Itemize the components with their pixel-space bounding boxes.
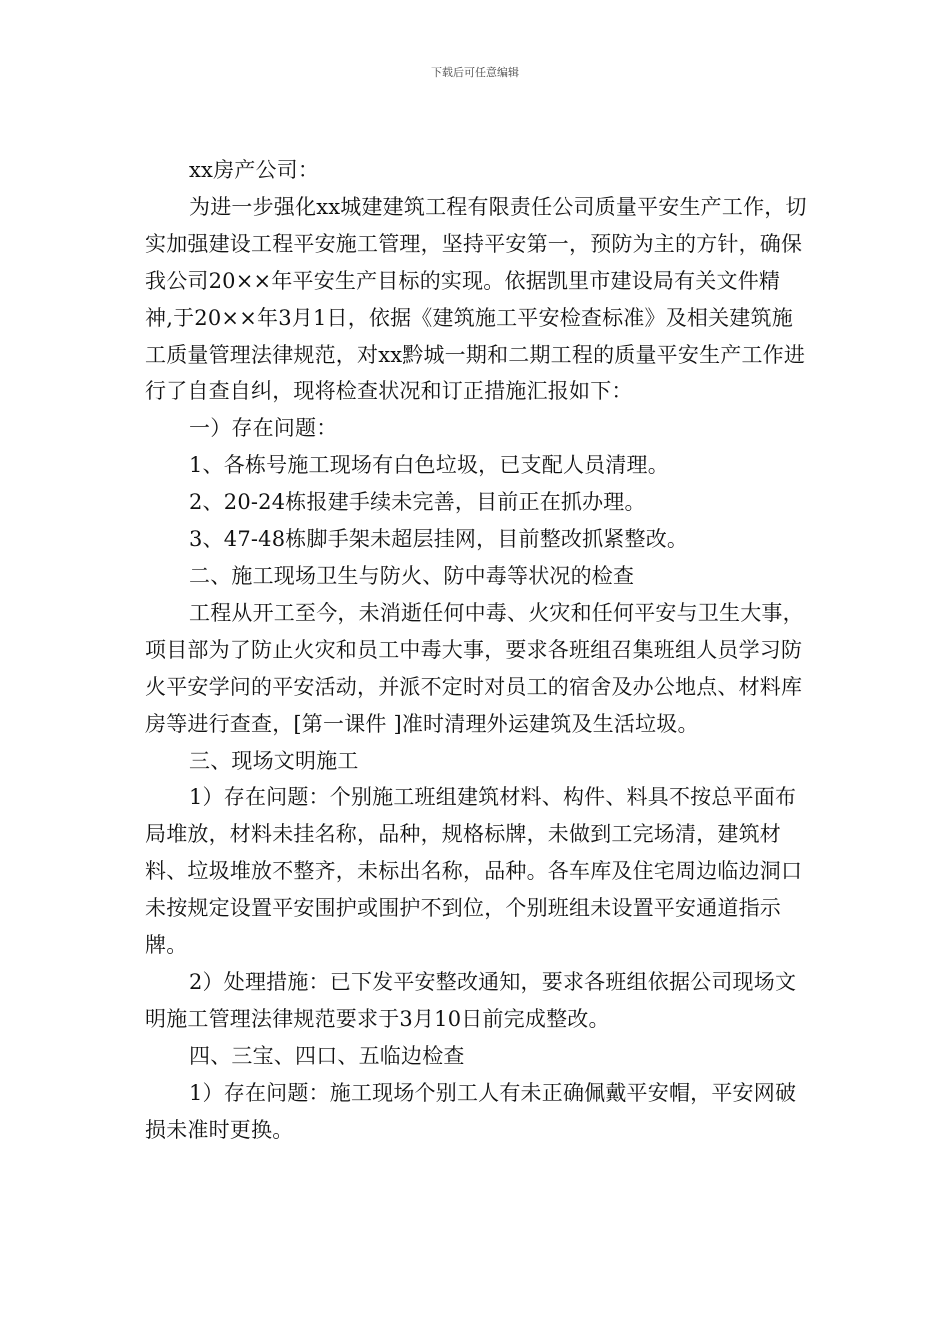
section-heading: 四、三宝、四口、五临边检查 bbox=[189, 1043, 465, 1068]
document-body bbox=[145, 152, 807, 1148]
body-paragraph: 1）存在问题：个别施工班组建筑材料、构件、料具不按总平面布局堆放，材料未挂名称，品种，规格标牌，未做到工完场清，建筑材料、垃圾堆放不整齐，未标出名称，品种。各车库及住宅周边临边洞口未按规定设置平安围护或围护不到位，个别班组未设置平安通道指示牌。 bbox=[145, 785, 803, 958]
list-item: 2、20-24栋报建手续未完善，目前正在抓办理。 bbox=[189, 490, 646, 515]
section-heading: 二、施工现场卫生与防火、防中毒等状况的检查 bbox=[189, 563, 635, 588]
body-paragraph: 2）处理措施：已下发平安整改通知，要求各班组依据公司现场文明施工管理法律规范要求于3月10日前完成整改。 bbox=[145, 969, 797, 1031]
body-paragraph: 1）存在问题：施工现场个别工人有未正确佩戴平安帽，平安网破损未准时更换。 bbox=[145, 1080, 797, 1142]
section-heading: 三、现场文明施工 bbox=[189, 748, 359, 773]
body-paragraph: 工程从开工至今，未消逝任何中毒、火灾和任何平安与卫生大事，项目部为了防止火灾和员工中毒大事，要求各班组召集班组人员学习防火平安学问的平安活动，并派不定时对员工的宿舍及办公地点、材料库房等进行查查，[第一课件 ]准时清理外运建筑及生活垃圾。 bbox=[145, 600, 804, 736]
page-header: 下载后可任意编辑 bbox=[431, 66, 519, 79]
list-item: 3、47-48栋脚手架未超层挂网，目前整改抓紧整改。 bbox=[189, 527, 689, 552]
section-heading: 一）存在问题： bbox=[189, 416, 338, 441]
salutation: xx房产公司： bbox=[189, 158, 320, 182]
intro-paragraph: 为进一步强化xx城建建筑工程有限责任公司质量平安生产工作，切实加强建设工程平安施工管理，坚持平安第一，预防为主的方针，确保我公司20××年平安生产目标的实现。依据凯里市建设局有关文件精神,于20××年3月1日，依据《建筑施工平安检查标准》及相关建筑施工质量管理法律规范，对xx黔城一期和二期工程的质量平安生产工作进行了自查自纠，现将检查状况和订正措施汇报如下： bbox=[145, 194, 807, 404]
list-item: 1、各栋号施工现场有白色垃圾，已支配人员清理。 bbox=[189, 453, 669, 478]
